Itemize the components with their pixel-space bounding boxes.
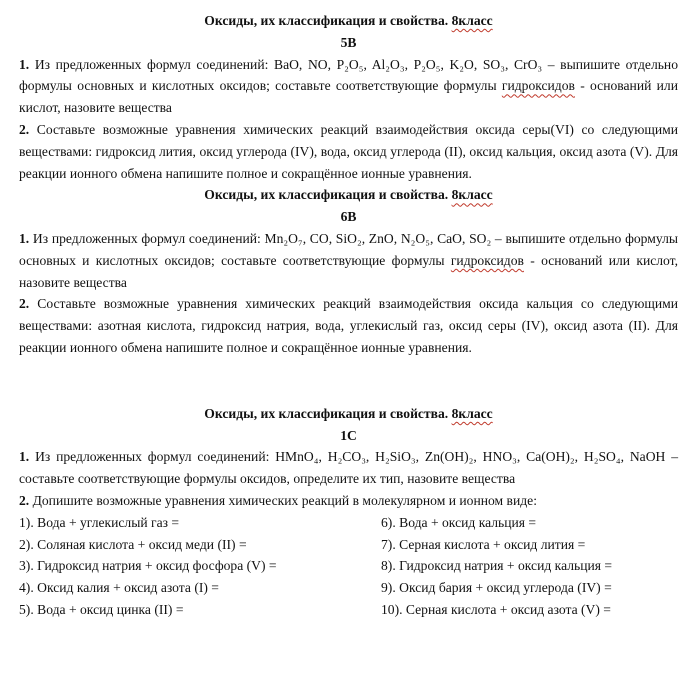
task-1 — [19, 54, 678, 119]
equation-item: 8). Гидроксид натрия + оксид кальция = — [381, 558, 613, 574]
variant-label: 1С — [340, 427, 357, 443]
task-text: – выпишите отдельно формулы основных и кислотных оксидов; составьте соответствующие формулы — [19, 56, 678, 94]
equation-item: 7). Серная кислота + оксид лития = — [381, 536, 586, 552]
variant-label: 6В — [340, 209, 357, 225]
task-number: 2. — [19, 121, 30, 137]
variant-section-1s — [19, 403, 678, 621]
task-text: Из предложенных формул соединений: HMnO₄, H₂CO₃, H₂SiO₃, Zn(OH)₂, HNO₃, Ca(OH)₂, H₂SO₄, NaOH – составьте соответствующие формулы оксидов, определите их тип, назовите вещества — [19, 449, 678, 487]
hydroxides-word: гидроксидов — [501, 78, 575, 94]
title-grade: 8класс — [451, 13, 493, 28]
task-number: 2. — [19, 296, 30, 312]
task-number: 1. — [19, 230, 30, 246]
task-text-end: - оснований или кислот, назовите вещества — [19, 78, 678, 116]
task-text: Составьте возможные уравнения химических реакций взаимодействия оксида серы(VI) со следующими веществами: гидроксид лития, оксид углерода (IV), вода, оксид углерода (II), оксид кальция, оксид азота (V). Для реакции ионного обмена напишите полное и сокращённое ионные уравнения. — [19, 121, 678, 181]
equation-item: 3). Гидроксид натрия + оксид фосфора (V) = — [19, 558, 277, 574]
equation-item: 1). Вода + углекислый газ = — [19, 514, 180, 530]
task-text: Допишите возможные уравнения химических реакций в молекулярном и ионном виде: — [29, 492, 537, 508]
equations-grid — [19, 512, 678, 621]
task-intro: Из предложенных формул соединений: — [29, 230, 265, 246]
task-number: 1. — [19, 56, 30, 72]
task-number: 2. — [19, 492, 30, 508]
equation-item: 6). Вода + оксид кальция = — [381, 514, 537, 530]
equation-item: 2). Соляная кислота + оксид меди (II) = — [19, 536, 247, 552]
task-formulas: BaO, NO, P₂O₅, Al₂O₃, P₂O₅, K₂O, SO₃, CrO₃ — [274, 56, 543, 72]
variant-label: 5В — [340, 34, 357, 50]
task-number: 1. — [19, 449, 30, 465]
variant-section-5v — [19, 10, 678, 184]
task-formulas: Mn₂O₇, CO, SiO₂, ZnO, N₂O₅, CaO, SO₂ — [264, 230, 492, 246]
hydroxides-word: гидроксидов — [450, 252, 524, 268]
task-2 — [19, 119, 678, 184]
section-title — [19, 184, 678, 206]
task-2 — [19, 293, 678, 358]
section-title — [19, 10, 678, 32]
equation-item: 10). Серная кислота + оксид азота (V) = — [381, 601, 611, 617]
title-text: Оксиды, их классификация и свойства. — [204, 187, 452, 203]
task-text-end: - оснований или кислот, назовите вещества — [19, 252, 678, 290]
title-grade: 8класс — [451, 187, 493, 203]
variant-section-6v — [19, 184, 678, 358]
task-1 — [19, 446, 678, 490]
title-grade: 8класс — [451, 405, 493, 421]
task-text: – выпишите отдельно формулы основных и кислотных оксидов; составьте соответствующие формулы — [19, 230, 678, 268]
task-1 — [19, 228, 678, 293]
equation-item: 5). Вода + оксид цинка (II) = — [19, 601, 184, 617]
task-text: Составьте возможные уравнения химических реакций взаимодействия оксида кальция со следующими веществами: азотная кислота, гидроксид натрия, вода, углекислый газ, оксид серы (IV), оксид азота (II). Для реакции ионного обмена напишите полное и сокращённое ионные уравнения. — [19, 296, 678, 355]
title-text: Оксиды, их классификация и свойства. — [204, 405, 452, 421]
equation-item: 4). Оксид калия + оксид азота (I) = — [19, 580, 219, 596]
equation-item: 9). Оксид бария + оксид углерода (IV) = — [381, 580, 612, 596]
section-gap — [19, 359, 678, 403]
task-intro: Из предложенных формул соединений: — [29, 56, 275, 72]
title-text: Оксиды, их классификация и свойства. — [204, 13, 452, 28]
task-2 — [19, 490, 678, 512]
section-title — [19, 403, 678, 425]
